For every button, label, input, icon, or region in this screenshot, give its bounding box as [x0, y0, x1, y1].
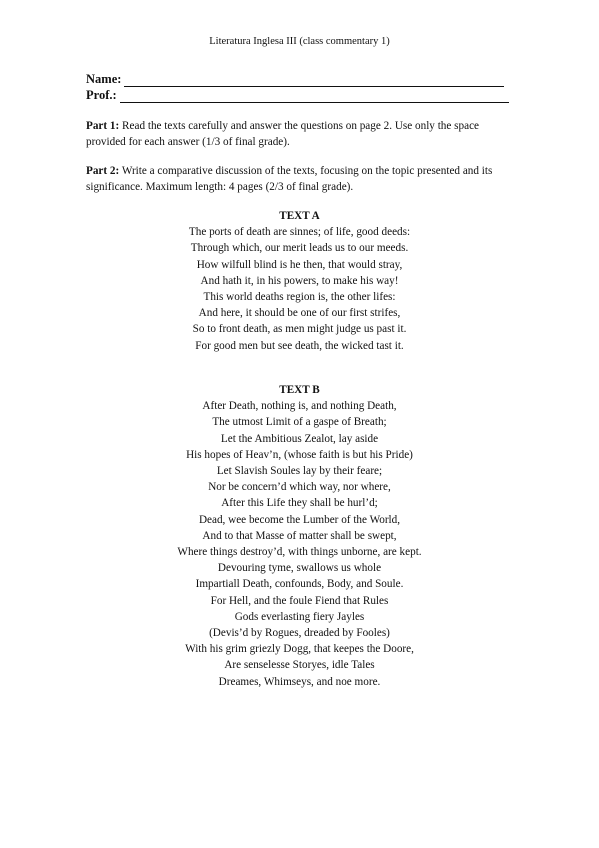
name-label: Name: — [86, 72, 122, 86]
poem-line: After this Life they shall be hurl’d; — [221, 497, 378, 510]
poem-line: (Devis’d by Rogues, dreaded by Fooles) — [209, 627, 390, 640]
prof-field — [86, 88, 509, 103]
name-blank-line[interactable] — [124, 74, 504, 87]
text-a-title: TEXT A — [279, 210, 320, 222]
part1-label: Part 1: — [86, 120, 120, 132]
poem-line: So to front death, as men might judge us past it. — [192, 323, 407, 336]
text-a-block — [0, 208, 599, 354]
page-header: Literatura Inglesa III (class commentary 1) — [209, 36, 390, 47]
poem-line: The ports of death are sinnes; of life, good deeds: — [188, 226, 411, 239]
poem-line: And hath it, in his powers, to make his way! — [200, 274, 399, 287]
poem-line: For good men but see death, the wicked tast it. — [195, 339, 404, 352]
part1-text: Read the texts carefully and answer the questions on page 2. Use only the space provided for each answer (1/3 of final grade). — [86, 120, 480, 148]
poem-line: Dead, wee become the Lumber of the World, — [198, 513, 401, 526]
prof-blank-line[interactable] — [120, 90, 509, 103]
poem-line: Nor be concern’d which way, nor where, — [208, 481, 391, 494]
prof-label: Prof.: — [86, 88, 117, 102]
poem-line: Are senselesse Storyes, idle Tales — [224, 659, 375, 672]
poem-line: Gods everlasting fiery Jayles — [234, 610, 365, 623]
part2-instructions — [86, 163, 518, 195]
part2-label: Part 2: — [86, 165, 120, 177]
poem-line: Where things destroy’d, with things unborne, are kept. — [177, 546, 422, 559]
text-b-title: TEXT B — [279, 384, 320, 396]
poem-line: And to that Masse of matter shall be swept, — [202, 529, 397, 542]
poem-line: And here, it should be one of our first strifes, — [198, 307, 401, 320]
poem-line: Dreames, Whimseys, and noe more. — [218, 675, 381, 688]
part1-instructions — [86, 118, 518, 150]
text-b-block — [0, 382, 599, 690]
poem-line: Devouring tyme, swallows us whole — [217, 562, 382, 575]
poem-line: Impartiall Death, confounds, Body, and Soule. — [195, 578, 404, 591]
poem-line: With his grim griezly Dogg, that keepes the Doore, — [185, 643, 414, 656]
poem-line: His hopes of Heav’n, (whose faith is but his Pride) — [186, 448, 413, 461]
poem-line: How wilfull blind is he then, that would stray, — [196, 258, 403, 271]
poem-line: For Hell, and the foule Fiend that Rules — [210, 594, 389, 607]
poem-line: Through which, our merit leads us to our meeds. — [190, 242, 409, 255]
part2-text: Write a comparative discussion of the texts, focusing on the topic presented and its significance. Maximum length: 4 pages (2/3 of final grade). — [86, 165, 493, 193]
poem-line: The utmost Limit of a gaspe of Breath; — [212, 416, 387, 429]
poem-line: This world deaths region is, the other lifes: — [203, 291, 396, 304]
name-field — [86, 72, 504, 87]
poem-line: After Death, nothing is, and nothing Death, — [202, 400, 397, 413]
poem-line: Let the Ambitious Zealot, lay aside — [220, 432, 379, 445]
poem-line: Let Slavish Soules lay by their feare; — [216, 465, 383, 478]
